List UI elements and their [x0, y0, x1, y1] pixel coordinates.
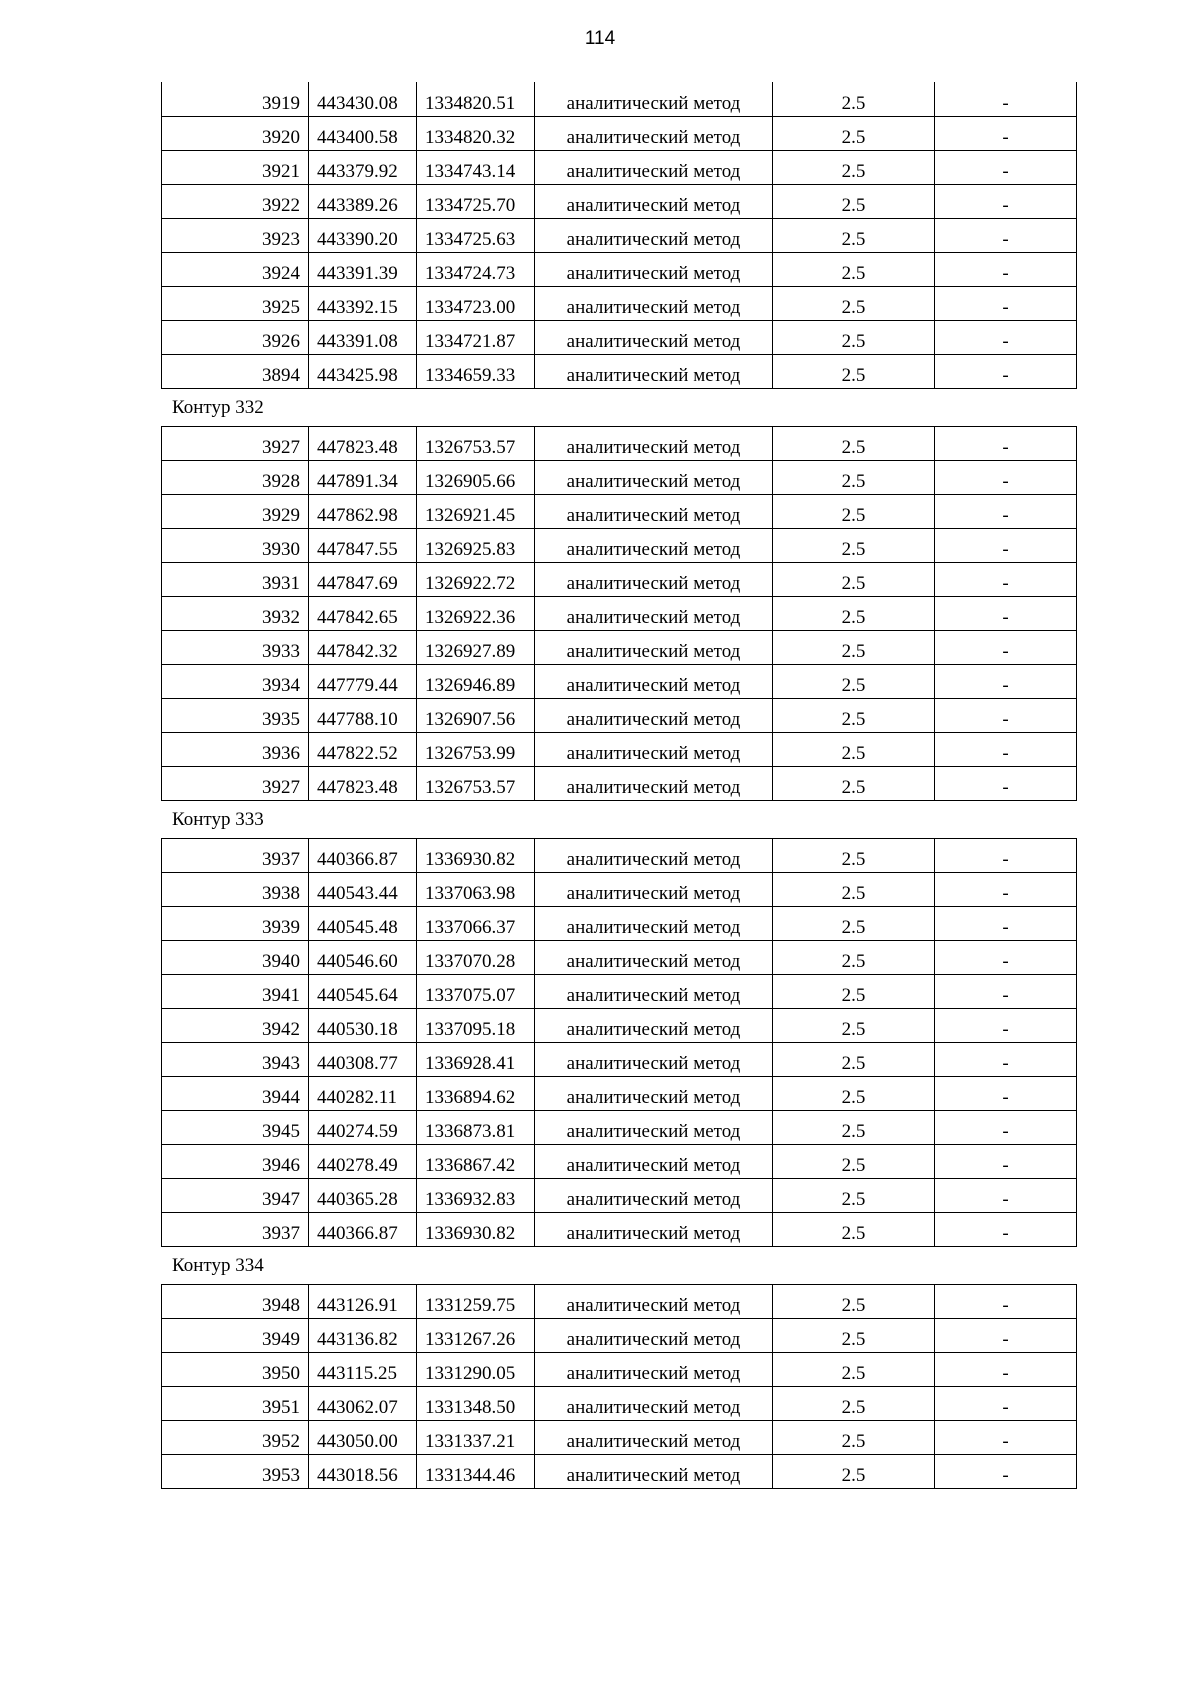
- point-number-cell: 3941: [162, 974, 309, 1008]
- table-row: [162, 1386, 1077, 1420]
- method-cell: аналитический метод: [535, 1076, 773, 1110]
- method-cell: аналитический метод: [535, 82, 773, 116]
- point-number-cell: 3894: [162, 354, 309, 388]
- point-number-cell: 3933: [162, 630, 309, 664]
- accuracy-cell: 2.5: [773, 906, 935, 940]
- description-cell: -: [935, 494, 1077, 528]
- method-cell: аналитический метод: [535, 528, 773, 562]
- method-cell: аналитический метод: [535, 1284, 773, 1318]
- y-coordinate-cell: 1334743.14: [417, 150, 535, 184]
- description-cell: -: [935, 872, 1077, 906]
- accuracy-cell: 2.5: [773, 766, 935, 800]
- table-row: [162, 698, 1077, 732]
- y-coordinate-cell: 1331290.05: [417, 1352, 535, 1386]
- description-cell: -: [935, 664, 1077, 698]
- y-coordinate-cell: 1334724.73: [417, 252, 535, 286]
- y-coordinate-cell: 1326907.56: [417, 698, 535, 732]
- point-number-cell: 3947: [162, 1178, 309, 1212]
- accuracy-cell: 2.5: [773, 1386, 935, 1420]
- x-coordinate-cell: 443390.20: [309, 218, 417, 252]
- point-number-cell: 3944: [162, 1076, 309, 1110]
- method-cell: аналитический метод: [535, 320, 773, 354]
- y-coordinate-cell: 1326753.99: [417, 732, 535, 766]
- description-cell: -: [935, 1008, 1077, 1042]
- x-coordinate-cell: 447822.52: [309, 732, 417, 766]
- point-number-cell: 3938: [162, 872, 309, 906]
- y-coordinate-cell: 1337075.07: [417, 974, 535, 1008]
- point-number-cell: 3922: [162, 184, 309, 218]
- table-row: [162, 252, 1077, 286]
- description-cell: -: [935, 732, 1077, 766]
- y-coordinate-cell: 1337063.98: [417, 872, 535, 906]
- method-cell: аналитический метод: [535, 766, 773, 800]
- y-coordinate-cell: 1337070.28: [417, 940, 535, 974]
- x-coordinate-cell: 447823.48: [309, 766, 417, 800]
- method-cell: аналитический метод: [535, 426, 773, 460]
- method-cell: аналитический метод: [535, 1144, 773, 1178]
- description-cell: -: [935, 150, 1077, 184]
- x-coordinate-cell: 443389.26: [309, 184, 417, 218]
- description-cell: -: [935, 1042, 1077, 1076]
- accuracy-cell: 2.5: [773, 286, 935, 320]
- point-number-cell: 3921: [162, 150, 309, 184]
- x-coordinate-cell: 447823.48: [309, 426, 417, 460]
- description-cell: -: [935, 252, 1077, 286]
- x-coordinate-cell: 447842.32: [309, 630, 417, 664]
- method-cell: аналитический метод: [535, 630, 773, 664]
- accuracy-cell: 2.5: [773, 320, 935, 354]
- accuracy-cell: 2.5: [773, 872, 935, 906]
- y-coordinate-cell: 1326905.66: [417, 460, 535, 494]
- x-coordinate-cell: 443391.08: [309, 320, 417, 354]
- point-number-cell: 3943: [162, 1042, 309, 1076]
- accuracy-cell: 2.5: [773, 1144, 935, 1178]
- table-row: [162, 1420, 1077, 1454]
- coordinates-table: [161, 838, 1077, 1247]
- y-coordinate-cell: 1336873.81: [417, 1110, 535, 1144]
- point-number-cell: 3934: [162, 664, 309, 698]
- description-cell: -: [935, 1318, 1077, 1352]
- x-coordinate-cell: 443062.07: [309, 1386, 417, 1420]
- description-cell: -: [935, 1454, 1077, 1488]
- description-cell: -: [935, 838, 1077, 872]
- accuracy-cell: 2.5: [773, 82, 935, 116]
- x-coordinate-cell: 443115.25: [309, 1352, 417, 1386]
- x-coordinate-cell: 443379.92: [309, 150, 417, 184]
- x-coordinate-cell: 447788.10: [309, 698, 417, 732]
- x-coordinate-cell: 440545.48: [309, 906, 417, 940]
- method-cell: аналитический метод: [535, 1318, 773, 1352]
- y-coordinate-cell: 1334820.51: [417, 82, 535, 116]
- table-row: [162, 562, 1077, 596]
- description-cell: -: [935, 528, 1077, 562]
- point-number-cell: 3928: [162, 460, 309, 494]
- accuracy-cell: 2.5: [773, 1284, 935, 1318]
- accuracy-cell: 2.5: [773, 354, 935, 388]
- x-coordinate-cell: 440530.18: [309, 1008, 417, 1042]
- point-number-cell: 3926: [162, 320, 309, 354]
- method-cell: аналитический метод: [535, 1454, 773, 1488]
- accuracy-cell: 2.5: [773, 460, 935, 494]
- point-number-cell: 3951: [162, 1386, 309, 1420]
- table-row: [162, 732, 1077, 766]
- table-row: [162, 116, 1077, 150]
- table-row: [162, 1110, 1077, 1144]
- point-number-cell: 3929: [162, 494, 309, 528]
- description-cell: -: [935, 698, 1077, 732]
- description-cell: -: [935, 460, 1077, 494]
- x-coordinate-cell: 440308.77: [309, 1042, 417, 1076]
- point-number-cell: 3920: [162, 116, 309, 150]
- description-cell: -: [935, 116, 1077, 150]
- point-number-cell: 3927: [162, 426, 309, 460]
- table-row: [162, 354, 1077, 388]
- method-cell: аналитический метод: [535, 286, 773, 320]
- description-cell: -: [935, 596, 1077, 630]
- x-coordinate-cell: 440278.49: [309, 1144, 417, 1178]
- description-cell: -: [935, 940, 1077, 974]
- point-number-cell: 3919: [162, 82, 309, 116]
- accuracy-cell: 2.5: [773, 974, 935, 1008]
- description-cell: -: [935, 562, 1077, 596]
- table-row: [162, 766, 1077, 800]
- y-coordinate-cell: 1334723.00: [417, 286, 535, 320]
- y-coordinate-cell: 1336867.42: [417, 1144, 535, 1178]
- x-coordinate-cell: 443050.00: [309, 1420, 417, 1454]
- method-cell: аналитический метод: [535, 974, 773, 1008]
- description-cell: -: [935, 184, 1077, 218]
- description-cell: -: [935, 1076, 1077, 1110]
- accuracy-cell: 2.5: [773, 252, 935, 286]
- y-coordinate-cell: 1337066.37: [417, 906, 535, 940]
- x-coordinate-cell: 443018.56: [309, 1454, 417, 1488]
- point-number-cell: 3940: [162, 940, 309, 974]
- x-coordinate-cell: 440543.44: [309, 872, 417, 906]
- accuracy-cell: 2.5: [773, 630, 935, 664]
- method-cell: аналитический метод: [535, 252, 773, 286]
- accuracy-cell: 2.5: [773, 562, 935, 596]
- description-cell: -: [935, 1178, 1077, 1212]
- point-number-cell: 3937: [162, 838, 309, 872]
- accuracy-cell: 2.5: [773, 1076, 935, 1110]
- x-coordinate-cell: 440546.60: [309, 940, 417, 974]
- description-cell: -: [935, 286, 1077, 320]
- point-number-cell: 3925: [162, 286, 309, 320]
- accuracy-cell: 2.5: [773, 1212, 935, 1246]
- point-number-cell: 3927: [162, 766, 309, 800]
- accuracy-cell: 2.5: [773, 1352, 935, 1386]
- table-row: [162, 630, 1077, 664]
- y-coordinate-cell: 1334820.32: [417, 116, 535, 150]
- x-coordinate-cell: 443136.82: [309, 1318, 417, 1352]
- method-cell: аналитический метод: [535, 940, 773, 974]
- y-coordinate-cell: 1336932.83: [417, 1178, 535, 1212]
- y-coordinate-cell: 1334721.87: [417, 320, 535, 354]
- x-coordinate-cell: 443425.98: [309, 354, 417, 388]
- table-row: [162, 286, 1077, 320]
- method-cell: аналитический метод: [535, 1386, 773, 1420]
- point-number-cell: 3932: [162, 596, 309, 630]
- x-coordinate-cell: 443400.58: [309, 116, 417, 150]
- method-cell: аналитический метод: [535, 1212, 773, 1246]
- point-number-cell: 3924: [162, 252, 309, 286]
- table-row: [162, 184, 1077, 218]
- method-cell: аналитический метод: [535, 1352, 773, 1386]
- accuracy-cell: 2.5: [773, 218, 935, 252]
- point-number-cell: 3936: [162, 732, 309, 766]
- y-coordinate-cell: 1334725.63: [417, 218, 535, 252]
- x-coordinate-cell: 447847.55: [309, 528, 417, 562]
- accuracy-cell: 2.5: [773, 732, 935, 766]
- contour-label: Контур 332: [172, 396, 264, 418]
- x-coordinate-cell: 440366.87: [309, 838, 417, 872]
- x-coordinate-cell: 440282.11: [309, 1076, 417, 1110]
- point-number-cell: 3923: [162, 218, 309, 252]
- description-cell: -: [935, 1386, 1077, 1420]
- y-coordinate-cell: 1326753.57: [417, 426, 535, 460]
- page-number: 114: [584, 28, 616, 49]
- contour-label: Контур 333: [172, 808, 264, 830]
- method-cell: аналитический метод: [535, 354, 773, 388]
- accuracy-cell: 2.5: [773, 184, 935, 218]
- method-cell: аналитический метод: [535, 838, 773, 872]
- point-number-cell: 3942: [162, 1008, 309, 1042]
- table-row: [162, 940, 1077, 974]
- description-cell: -: [935, 1420, 1077, 1454]
- table-row: [162, 218, 1077, 252]
- y-coordinate-cell: 1331267.26: [417, 1318, 535, 1352]
- point-number-cell: 3948: [162, 1284, 309, 1318]
- description-cell: -: [935, 906, 1077, 940]
- accuracy-cell: 2.5: [773, 1178, 935, 1212]
- coordinate-tables: [161, 82, 1076, 1489]
- point-number-cell: 3950: [162, 1352, 309, 1386]
- table-row: [162, 1318, 1077, 1352]
- point-number-cell: 3939: [162, 906, 309, 940]
- description-cell: -: [935, 1352, 1077, 1386]
- accuracy-cell: 2.5: [773, 698, 935, 732]
- x-coordinate-cell: 443392.15: [309, 286, 417, 320]
- point-number-cell: 3935: [162, 698, 309, 732]
- accuracy-cell: 2.5: [773, 426, 935, 460]
- y-coordinate-cell: 1331344.46: [417, 1454, 535, 1488]
- table-row: [162, 1284, 1077, 1318]
- accuracy-cell: 2.5: [773, 1454, 935, 1488]
- table-row: [162, 1076, 1077, 1110]
- y-coordinate-cell: 1326925.83: [417, 528, 535, 562]
- y-coordinate-cell: 1326922.36: [417, 596, 535, 630]
- method-cell: аналитический метод: [535, 1008, 773, 1042]
- coordinates-table: [161, 426, 1077, 801]
- table-row: [162, 838, 1077, 872]
- method-cell: аналитический метод: [535, 460, 773, 494]
- x-coordinate-cell: 440365.28: [309, 1178, 417, 1212]
- y-coordinate-cell: 1336930.82: [417, 838, 535, 872]
- table-row: [162, 82, 1077, 116]
- y-coordinate-cell: 1334725.70: [417, 184, 535, 218]
- table-row: [162, 494, 1077, 528]
- table-row: [162, 528, 1077, 562]
- method-cell: аналитический метод: [535, 562, 773, 596]
- method-cell: аналитический метод: [535, 872, 773, 906]
- description-cell: -: [935, 82, 1077, 116]
- point-number-cell: 3953: [162, 1454, 309, 1488]
- description-cell: -: [935, 766, 1077, 800]
- y-coordinate-cell: 1326921.45: [417, 494, 535, 528]
- table-row: [162, 1008, 1077, 1042]
- y-coordinate-cell: 1334659.33: [417, 354, 535, 388]
- x-coordinate-cell: 443391.39: [309, 252, 417, 286]
- method-cell: аналитический метод: [535, 698, 773, 732]
- y-coordinate-cell: 1336928.41: [417, 1042, 535, 1076]
- accuracy-cell: 2.5: [773, 494, 935, 528]
- description-cell: -: [935, 974, 1077, 1008]
- accuracy-cell: 2.5: [773, 940, 935, 974]
- y-coordinate-cell: 1326922.72: [417, 562, 535, 596]
- x-coordinate-cell: 443430.08: [309, 82, 417, 116]
- y-coordinate-cell: 1336894.62: [417, 1076, 535, 1110]
- table-row: [162, 1454, 1077, 1488]
- description-cell: -: [935, 1284, 1077, 1318]
- description-cell: -: [935, 354, 1077, 388]
- table-row: [162, 906, 1077, 940]
- table-row: [162, 596, 1077, 630]
- y-coordinate-cell: 1336930.82: [417, 1212, 535, 1246]
- y-coordinate-cell: 1337095.18: [417, 1008, 535, 1042]
- table-row: [162, 1178, 1077, 1212]
- table-row: [162, 1212, 1077, 1246]
- x-coordinate-cell: 447779.44: [309, 664, 417, 698]
- point-number-cell: 3952: [162, 1420, 309, 1454]
- description-cell: -: [935, 426, 1077, 460]
- method-cell: аналитический метод: [535, 1178, 773, 1212]
- x-coordinate-cell: 443126.91: [309, 1284, 417, 1318]
- method-cell: аналитический метод: [535, 184, 773, 218]
- table-row: [162, 460, 1077, 494]
- table-row: [162, 974, 1077, 1008]
- table-row: [162, 1042, 1077, 1076]
- x-coordinate-cell: 440274.59: [309, 1110, 417, 1144]
- method-cell: аналитический метод: [535, 596, 773, 630]
- x-coordinate-cell: 447847.69: [309, 562, 417, 596]
- point-number-cell: 3949: [162, 1318, 309, 1352]
- y-coordinate-cell: 1326946.89: [417, 664, 535, 698]
- description-cell: -: [935, 218, 1077, 252]
- method-cell: аналитический метод: [535, 1042, 773, 1076]
- method-cell: аналитический метод: [535, 1110, 773, 1144]
- table-row: [162, 872, 1077, 906]
- coordinates-table: [161, 82, 1077, 389]
- accuracy-cell: 2.5: [773, 1420, 935, 1454]
- accuracy-cell: 2.5: [773, 528, 935, 562]
- accuracy-cell: 2.5: [773, 1042, 935, 1076]
- point-number-cell: 3946: [162, 1144, 309, 1178]
- y-coordinate-cell: 1331337.21: [417, 1420, 535, 1454]
- point-number-cell: 3931: [162, 562, 309, 596]
- method-cell: аналитический метод: [535, 218, 773, 252]
- table-row: [162, 150, 1077, 184]
- table-row: [162, 664, 1077, 698]
- table-row: [162, 426, 1077, 460]
- x-coordinate-cell: 447862.98: [309, 494, 417, 528]
- description-cell: -: [935, 1144, 1077, 1178]
- description-cell: -: [935, 1110, 1077, 1144]
- point-number-cell: 3930: [162, 528, 309, 562]
- method-cell: аналитический метод: [535, 150, 773, 184]
- table-row: [162, 320, 1077, 354]
- accuracy-cell: 2.5: [773, 664, 935, 698]
- accuracy-cell: 2.5: [773, 116, 935, 150]
- accuracy-cell: 2.5: [773, 1110, 935, 1144]
- method-cell: аналитический метод: [535, 906, 773, 940]
- description-cell: -: [935, 320, 1077, 354]
- x-coordinate-cell: 440545.64: [309, 974, 417, 1008]
- x-coordinate-cell: 440366.87: [309, 1212, 417, 1246]
- method-cell: аналитический метод: [535, 664, 773, 698]
- method-cell: аналитический метод: [535, 732, 773, 766]
- x-coordinate-cell: 447891.34: [309, 460, 417, 494]
- point-number-cell: 3945: [162, 1110, 309, 1144]
- method-cell: аналитический метод: [535, 116, 773, 150]
- coordinates-table: [161, 1284, 1077, 1489]
- accuracy-cell: 2.5: [773, 150, 935, 184]
- table-row: [162, 1352, 1077, 1386]
- point-number-cell: 3937: [162, 1212, 309, 1246]
- description-cell: -: [935, 1212, 1077, 1246]
- y-coordinate-cell: 1331348.50: [417, 1386, 535, 1420]
- accuracy-cell: 2.5: [773, 596, 935, 630]
- contour-label: Контур 334: [172, 1254, 264, 1276]
- accuracy-cell: 2.5: [773, 838, 935, 872]
- y-coordinate-cell: 1326927.89: [417, 630, 535, 664]
- method-cell: аналитический метод: [535, 1420, 773, 1454]
- method-cell: аналитический метод: [535, 494, 773, 528]
- accuracy-cell: 2.5: [773, 1318, 935, 1352]
- y-coordinate-cell: 1331259.75: [417, 1284, 535, 1318]
- table-row: [162, 1144, 1077, 1178]
- x-coordinate-cell: 447842.65: [309, 596, 417, 630]
- accuracy-cell: 2.5: [773, 1008, 935, 1042]
- y-coordinate-cell: 1326753.57: [417, 766, 535, 800]
- description-cell: -: [935, 630, 1077, 664]
